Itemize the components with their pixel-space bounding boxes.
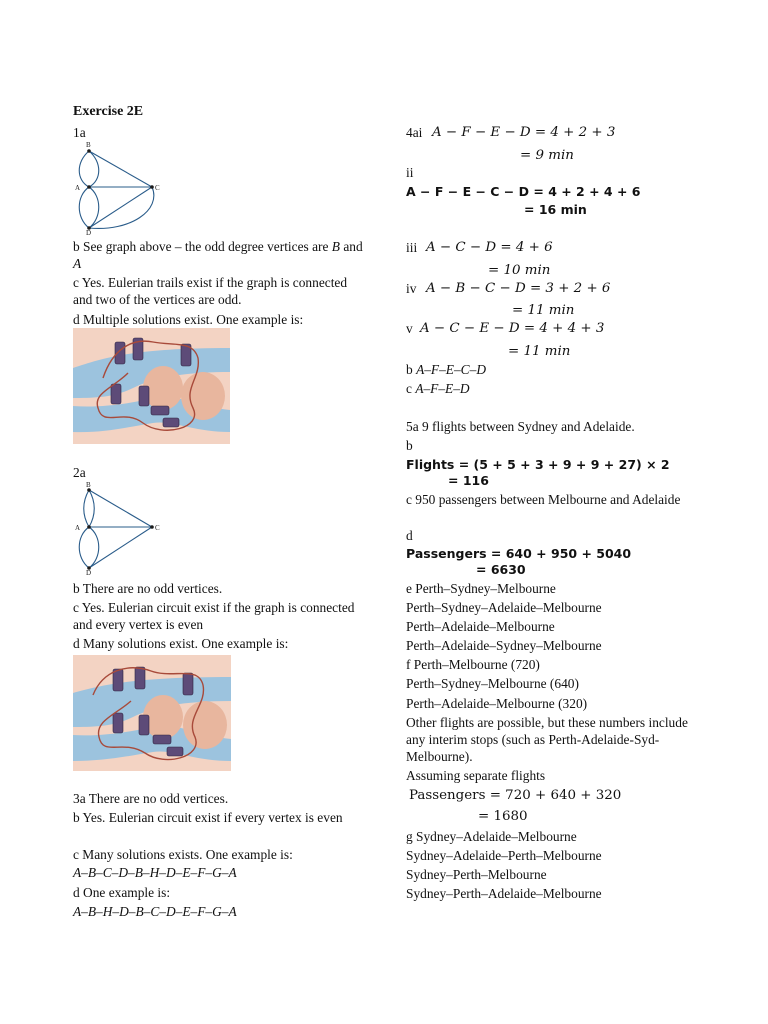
q5d-result: = 6630 bbox=[476, 562, 526, 577]
q5f-total-expression: Passengers = 720 + 640 + 320 bbox=[409, 788, 622, 803]
q5b-label: b bbox=[406, 438, 413, 453]
q1-vertex-c-label: C bbox=[155, 184, 160, 192]
q3b-text: b Yes. Eulerian circuit exist if every vertex is even bbox=[73, 810, 343, 825]
section-title: Exercise 2E bbox=[73, 104, 144, 119]
q2b-text: b There are no odd vertices. bbox=[73, 581, 223, 596]
q1-graph-figure bbox=[70, 140, 170, 236]
q2a-label: 2a bbox=[73, 465, 86, 480]
q2-graph-figure bbox=[70, 480, 170, 576]
q2c-text: c Yes. Eulerian circuit exist if the graph is connected and every vertex is even bbox=[73, 600, 355, 632]
q5e-line-2: Perth–Sydney–Adelaide–Melbourne bbox=[406, 600, 602, 615]
q4ai-label: 4ai bbox=[406, 125, 423, 140]
q5g-line-2: Sydney–Adelaide–Perth–Melbourne bbox=[406, 848, 602, 863]
q5g-line-3: Sydney–Perth–Melbourne bbox=[406, 867, 547, 882]
q4iv-label: iv bbox=[406, 281, 417, 296]
q4ai-expression: A − F − E − D = 4 + 2 + 3 bbox=[432, 125, 616, 140]
q2d-text: d Many solutions exist. One example is: bbox=[73, 636, 289, 651]
q2-vertex-b-label: B bbox=[86, 481, 91, 489]
q1-vertex-b-label: B bbox=[86, 141, 91, 149]
q1d-text: d Multiple solutions exist. One example is: bbox=[73, 312, 304, 327]
q1b-vertex-2: A bbox=[73, 256, 82, 271]
q4b-path: A–F–E–C–D bbox=[416, 362, 486, 377]
q5f-total-result: = 1680 bbox=[478, 809, 528, 824]
q1a-label: 1a bbox=[73, 125, 86, 140]
q5f-assumption: Assuming separate flights bbox=[406, 768, 546, 783]
q5g-line-1: g Sydney–Adelaide–Melbourne bbox=[406, 829, 577, 844]
q5d-expression: Passengers = 640 + 950 + 5040 bbox=[406, 546, 632, 561]
q4ii-label: ii bbox=[406, 165, 414, 180]
q4iv-expression: A − B − C − D = 3 + 2 + 6 bbox=[426, 281, 611, 296]
q5a-text: 5a 9 flights between Sydney and Adelaide. bbox=[406, 419, 635, 434]
q2-vertex-d-label: D bbox=[86, 569, 92, 576]
q1b-prefix: b See graph above – the odd degree vertices are bbox=[73, 239, 332, 254]
q4b-label: b bbox=[406, 362, 413, 377]
q3d-path: A–B–H–D–B–C–D–E–F–G–A bbox=[73, 904, 237, 919]
q4c-path: A–F–E–D bbox=[415, 381, 470, 396]
q3a-text: 3a There are no odd vertices. bbox=[73, 791, 229, 806]
q5f-line-3: Perth–Adelaide–Melbourne (320) bbox=[406, 696, 588, 711]
q1b-and: and bbox=[339, 239, 363, 254]
q1-bridges-figure bbox=[73, 328, 230, 444]
q3c-path: A–B–C–D–B–H–D–E–F–G–A bbox=[73, 865, 237, 880]
q4c-label: c bbox=[406, 381, 412, 396]
q4b-text bbox=[406, 361, 486, 378]
q5f-line-2: Perth–Sydney–Melbourne (640) bbox=[406, 676, 579, 691]
q1b-text bbox=[73, 238, 363, 272]
q5b-result: = 116 bbox=[448, 473, 489, 488]
q4ii-result: = 16 min bbox=[524, 202, 587, 217]
q4v-label: v bbox=[406, 321, 413, 336]
q5g-line-4: Sydney–Perth–Adelaide–Melbourne bbox=[406, 886, 602, 901]
q5b-expression: Flights = (5 + 5 + 3 + 9 + 9 + 27) × 2 bbox=[406, 457, 670, 472]
q4iii-expression: A − C − D = 4 + 6 bbox=[426, 240, 553, 255]
q4iii-label: iii bbox=[406, 240, 418, 255]
q4c-text bbox=[406, 380, 470, 397]
q3d-text: d One example is: bbox=[73, 885, 171, 900]
q5e-line-1: e Perth–Sydney–Melbourne bbox=[406, 581, 556, 596]
q4ai-result: = 9 min bbox=[520, 148, 574, 163]
q5f-note: Other flights are possible, but these numbers include any interim stops (such as Perth-Adelaide-Syd-Melbourne). bbox=[406, 715, 688, 764]
q5d-label: d bbox=[406, 528, 413, 543]
q5e-line-4: Perth–Adelaide–Sydney–Melbourne bbox=[406, 638, 602, 653]
q2-bridges-figure bbox=[73, 655, 231, 771]
q5c-text: c 950 passengers between Melbourne and Adelaide bbox=[406, 492, 681, 507]
q4iii-result: = 10 min bbox=[488, 263, 551, 278]
q2-vertex-c-label: C bbox=[155, 524, 160, 532]
q4ii-expression: A − F − E − C − D = 4 + 2 + 4 + 6 bbox=[406, 184, 641, 199]
q4v-result: = 11 min bbox=[508, 344, 571, 359]
q1-vertex-d-label: D bbox=[86, 229, 92, 236]
q2-vertex-a-label: A bbox=[75, 524, 81, 532]
q1c-text: c Yes. Eulerian trails exist if the graph is connected and two of the vertices are odd. bbox=[73, 275, 348, 307]
q1b-vertex-1: B bbox=[331, 239, 340, 254]
q1-vertex-a-label: A bbox=[75, 184, 81, 192]
q5e-line-3: Perth–Adelaide–Melbourne bbox=[406, 619, 555, 634]
q4v-expression: A − C − E − D = 4 + 4 + 3 bbox=[420, 321, 605, 336]
q5f-line-1: f Perth–Melbourne (720) bbox=[406, 657, 540, 672]
q3c-text: c Many solutions exists. One example is: bbox=[73, 847, 293, 862]
q4iv-result: = 11 min bbox=[512, 303, 575, 318]
